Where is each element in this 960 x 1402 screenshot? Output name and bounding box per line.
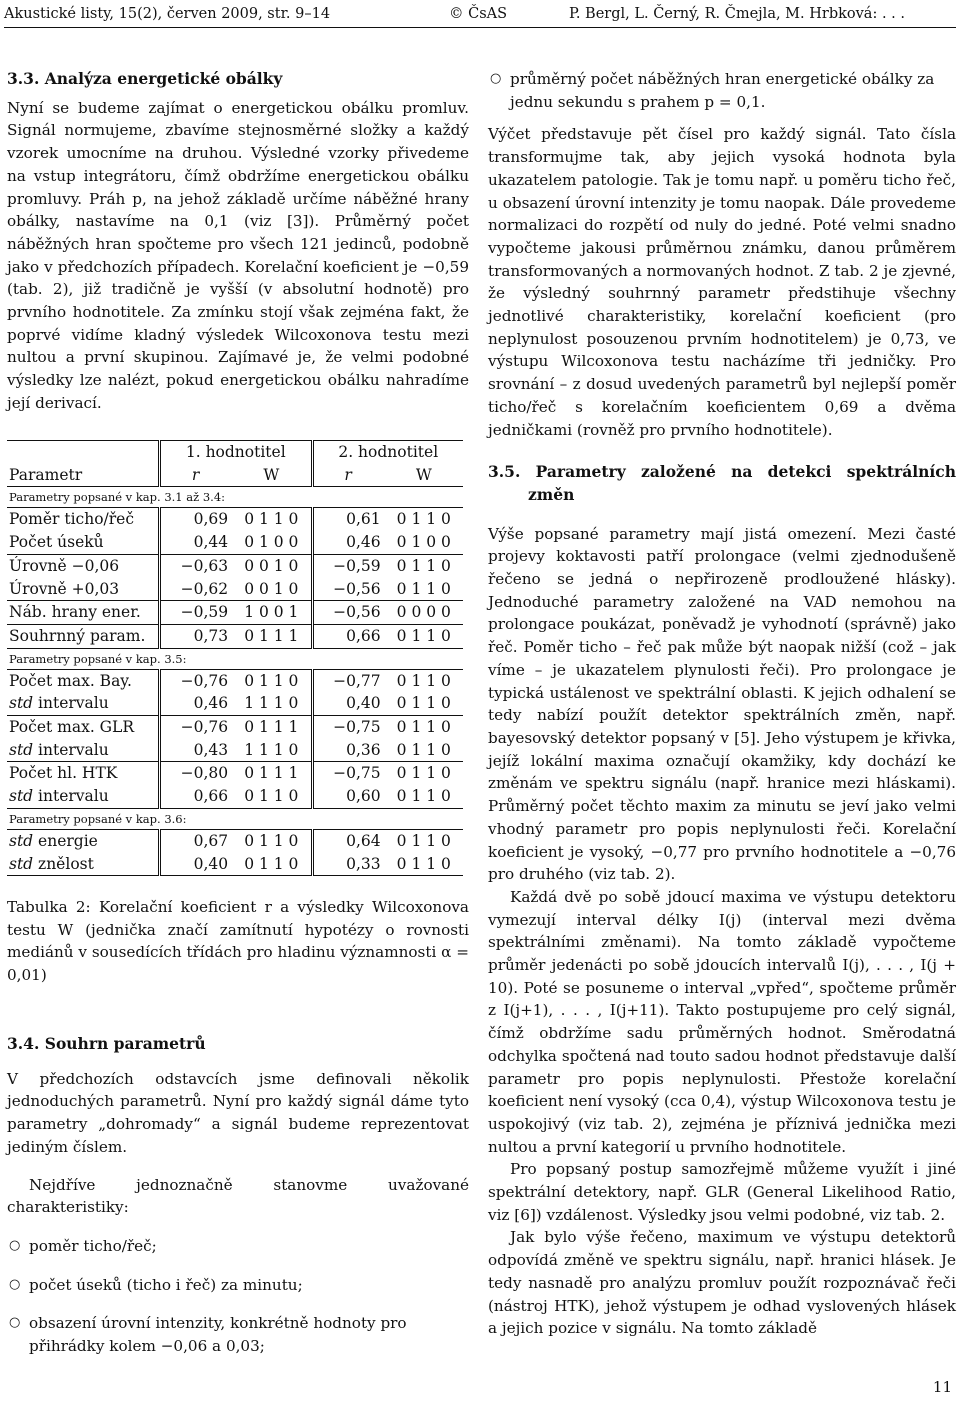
table-row [7, 739, 463, 762]
w-value-1: 1 1 1 0 [232, 692, 312, 715]
table-row [7, 853, 463, 876]
left-column [7, 68, 469, 415]
parameter-name: Počet hl. HTK [7, 762, 160, 785]
section-3-4-paragraph-1: V předchozích odstavcích jsme definovali několik jednoduchých parametrů. Nyní pro každý signál dáme tyto parametry „dohromady“ a signál budeme reprezentovat jediným číslem. [7, 1069, 469, 1156]
characteristics-list-continued [488, 68, 956, 113]
r-value-2: 0,40 [346, 694, 381, 713]
characteristics-list [7, 1235, 469, 1358]
table-2 [7, 440, 463, 876]
std-label: std [9, 694, 34, 713]
w-value-1: 0 1 1 0 [232, 785, 312, 808]
r-value-2: −0,56 [312, 601, 385, 625]
section-3-5-paragraph-2: Každá dvě po sobě jdoucí maxima ve výstupu detektoru vymezují interval délky I(j) (interval mezi dvěma spektrálními změnami). Na tomto základě vypočteme průměr jedenácti po sobě jdoucích intervalů I(j), . . . , I(j + 10). Poté se posuneme o interval „vpřed“, spočteme průměr z I(j+1), . . . , I(j+11). Takto postupujeme pro celý signál, čímž obdržíme sadu průměrných hodnot. Směrodatná odchylka spočtená nad touto sadou hodnot představuje další parametr pro popis neplynulosti. Přestože korelační koeficient není vysoký (cca 0,4), výstup Wilcoxonova testu je uspokojivý (viz tab. 2), zejména je příznivá jednička mezi nultou a první kategorií u prvního hodnotitele. [488, 887, 956, 1156]
r-value-2: −0,75 [312, 762, 385, 785]
header-cell: 2. hodnotitel [312, 441, 463, 464]
table-row [7, 508, 463, 531]
page-number: 11 [932, 1378, 952, 1396]
running-header [4, 4, 956, 28]
parameter-name: Úrovně −0,06 [7, 554, 160, 577]
table-row [7, 692, 463, 715]
section-3-4-title: 3.4. Souhrn parametrů [7, 1033, 206, 1053]
summary-paragraph: Výčet představuje pět čísel pro každý signál. Tato čísla transformujme tak, aby jejich vysoká hodnota byla ukazatelem patologie. Tak je tomu např. u poměru ticho řeč, u obsazení úrovní intenzity je tomu naopak. Dále provedeme normalizaci do rozpětí od nuly do jedné. Poté velmi snadno vypočteme jakousi průměrnou známku, danou průměrem transformovaných a normovaných hodnot. Z tab. 2 je zjevné, že výsledný souhrnný parametr předstihuje všechny jednotlivé charakteristiky, korelační koeficient (pro neplynulost posouzenou prvním hodnotitelem) je 0,73, ve výstupu Wilcoxonova testu nacházíme tři jedničky. Pro srovnání – z dosud uvedených parametrů byl nejlepší poměr ticho/řeč s korelačním koeficientem 0,69 a dvěma jedničkami (rovněž pro prvního hodnotitele). [488, 125, 956, 439]
w-value-2: 0 1 1 0 [385, 853, 463, 876]
w-value-2: 0 1 1 0 [396, 694, 451, 713]
header-cell [7, 441, 160, 464]
table-section-row [7, 808, 463, 829]
r-value-2: −0,56 [333, 579, 381, 598]
table-section-row [7, 648, 463, 669]
table-caption: Tabulka 2: Korelační koeficient r a výsledky Wilcoxonova testu W (jednička značí zamítnutí hypotézy o rovnosti mediánů v sousedících třídách pro hladinu významnosti α = 0,01) 3.4. Souhrn parametrů V předchozích odstavcích jsme definovali několik jednoduchých parametrů. Nyní pro každý signál dáme tyto parametry „dohromady“ a signál budeme reprezentovat jediným číslem. Nejdříve jednoznačně stanovme uvažované charakteristiky: ○ poměr ticho/řeč; ○ počet úseků (ticho i řeč) za minutu; ○ obsazení úrovní intenzity, konkrétně hodnoty pro přihrádky kolem −0,06 a 0,03; [7, 896, 469, 1358]
results-table [7, 440, 463, 876]
right-column [488, 68, 956, 1340]
section-3-3-title: 3.3. Analýza energetické obálky [7, 69, 283, 88]
list-item: ○ obsazení úrovní intenzity, konkrétně hodnoty pro přihrádky kolem −0,06 a 0,03; [7, 1312, 469, 1357]
table-row [7, 554, 463, 577]
section-3-5-paragraph-1: Výše popsané parametry mají jistá omezení. Mezi časté projevy koktavosti patří prolongace (velmi zjednodušeně řečeno se jedná o nepřirozeně prodloužené hlásky). Jednoduché parametry založené na VAD nemohou na prolongace poukázat, poněvadž je vyhodnotí (správně) jako řeč. Poměr ticho – řeč pak může být naopak nižší (což – jak víme – je ukazatelem plynulosti řeči). Pro prolongace je typická ustálenost ve spektrální oblasti. K jejich odhalení se tedy nabízí použít detektor spektrálních změn, např. bayesovský detektor popsaný v [5]. Jeho výstupem je křivka, jejíž lokální maxima označují okamžiky, kdy dochází ke změnám ve spektru signálu (např. hranice mezi hláskami). Průměrný počet těchto maxim za minutu se jeví jako velmi vhodný parametr pro popis neplynulosti řeči. Korelační koeficient je vysoký, −0,77 pro prvního hodnotitele a −0,76 pro druhého (viz tab. 2). [488, 524, 956, 884]
table-row [7, 669, 463, 692]
table-row [7, 716, 463, 739]
w-value-1: 0 0 1 0 [232, 554, 312, 577]
w-value-1: 1 0 0 1 [232, 601, 312, 625]
parameter-name: Počet max. Bay. [7, 669, 160, 692]
w-value-1: 0 1 1 1 [232, 624, 312, 648]
r-value-1: 0,43 [193, 740, 229, 759]
table-section-row [7, 487, 463, 508]
w-value-1: 0 1 1 1 [232, 716, 312, 739]
parameter-name: Počet úseků [7, 531, 160, 554]
std-label: std [9, 831, 34, 850]
w-value-2: 0 1 1 0 [385, 716, 463, 739]
r-value-1: 0,66 [160, 785, 233, 808]
w-value-2: 0 1 1 0 [385, 669, 463, 692]
r-value-2: 0,64 [312, 829, 385, 852]
w-value-1: 0 1 0 0 [232, 531, 312, 554]
header-cell: Parametr [7, 464, 160, 487]
table-header-row [7, 441, 463, 464]
w-value-1: 0 1 1 0 [232, 853, 312, 876]
w-value-2: 0 1 0 0 [396, 533, 451, 552]
r-value-1: 0,40 [160, 853, 233, 876]
r-value-2: 0,33 [312, 853, 385, 876]
list-item: ○ průměrný počet náběžných hran energetické obálky za jednu sekundu s prahem p = 0,1. [488, 68, 956, 113]
table-row [7, 762, 463, 785]
w-value-2: 0 1 1 0 [385, 762, 463, 785]
table-row [7, 601, 463, 625]
r-value-2: 0,66 [312, 624, 385, 648]
section-3-5-title: 3.5. Parametry založené na detekci spektrálních změn [488, 462, 956, 504]
header-cell: r [312, 464, 385, 487]
table-row [7, 785, 463, 808]
r-value-1: 0,44 [193, 533, 229, 552]
r-value-2: −0,77 [312, 669, 385, 692]
r-value-1: −0,63 [160, 554, 233, 577]
r-value-2: 0,61 [312, 508, 385, 531]
w-value-1: 1 1 1 0 [232, 739, 312, 762]
w-value-1: 0 1 1 1 [232, 762, 312, 785]
w-value-1: 0 1 1 0 [232, 508, 312, 531]
std-label: std [9, 854, 34, 873]
journal-info: Akustické listy, 15(2), červen 2009, str. 9–14 [4, 6, 331, 22]
r-value-2: 0,60 [312, 785, 385, 808]
parameter-name: Souhrnný param. [7, 624, 160, 648]
list-item: ○ poměr ticho/řeč; [7, 1235, 469, 1258]
copyright-notice: © ČsAS [449, 6, 508, 22]
parameter-name: Úrovně +0,03 [7, 578, 160, 601]
r-value-2: −0,59 [312, 554, 385, 577]
parameter-name: std znělost [7, 853, 160, 876]
r-value-1: −0,62 [180, 579, 229, 598]
r-value-1: 0,67 [160, 829, 233, 852]
parameter-name: Poměr ticho/řeč [7, 508, 160, 531]
section-3-3-text: Nyní se budeme zajímat o energetickou obálku promluv. Signál normujeme, zbavíme stejnosměrné složky a každý vzorek umocníme na druhou. Výsledné vzorky přivedeme na vstup integrátoru, čímž obdržíme energetickou obálku promluvy. Práh p, na jehož základě určíme náběžné hrany obálky, nastavíme na 0,1 (viz [3]). Průměrný počet náběžných hran spočteme pro všech 121 jedinců, podobně jako v předchozích případech. Korelační koeficient je −0,59 (tab. 2), již tradičně je vyšší (v absolutní hodnotě) pro prvního hodnotitele. Za zmínku stojí však zejména fakt, že poprvé vidíme kladný výsledek Wilcoxonova testu mezi nultou a první skupinou. Zajímavé je, že velmi podobné výsledky lze nalézt, pokud energetickou obálku nahradíme její derivací. [7, 98, 469, 412]
header-cell: W [385, 464, 463, 487]
w-value-1: 0 1 1 0 [232, 829, 312, 852]
r-value-2: 0,36 [346, 740, 381, 759]
table-row [7, 578, 463, 601]
w-value-2: 0 1 1 0 [396, 579, 451, 598]
r-value-1: 0,69 [160, 508, 233, 531]
table-header-row [7, 464, 463, 487]
header-cell: W [232, 464, 312, 487]
section-label: Parametry popsané v kap. 3.6: [7, 808, 463, 829]
authors: P. Bergl, L. Černý, R. Čmejla, M. Hrbková: . . . [569, 6, 905, 22]
w-value-1: 0 0 1 0 [232, 578, 312, 601]
std-label: std [9, 787, 34, 806]
table-row [7, 829, 463, 852]
r-value-1: −0,76 [160, 669, 233, 692]
w-value-2: 0 1 1 0 [396, 740, 451, 759]
r-value-1: −0,59 [160, 601, 233, 625]
w-value-2: 0 1 1 0 [385, 785, 463, 808]
r-value-2: −0,75 [312, 716, 385, 739]
w-value-2: 0 1 1 0 [385, 508, 463, 531]
r-value-1: −0,80 [160, 762, 233, 785]
list-item: ○ počet úseků (ticho i řeč) za minutu; [7, 1274, 469, 1297]
parameter-name: std intervalu [7, 739, 160, 762]
r-value-1: 0,46 [193, 694, 229, 713]
r-value-1: 0,73 [160, 624, 233, 648]
section-label: Parametry popsané v kap. 3.5: [7, 648, 463, 669]
r-value-2: 0,46 [346, 533, 381, 552]
header-cell: 1. hodnotitel [160, 441, 312, 464]
section-label: Parametry popsané v kap. 3.1 až 3.4: [9, 490, 226, 505]
section-3-5-paragraph-3: Pro popsaný postup samozřejmě můžeme využít i jiné spektrální detektory, např. GLR (General Likelihood Ratio, viz [6]) vzdálenost. Výsledky jsou velmi podobné, viz tab. 2. [488, 1160, 956, 1224]
w-value-2: 0 1 1 0 [385, 829, 463, 852]
parameter-name: std intervalu [7, 785, 160, 808]
w-value-1: 0 1 1 0 [232, 669, 312, 692]
section-3-5-paragraph-4: Jak bylo výše řečeno, maximum ve výstupu detektorů odpovídá změně ve spektru signálu, např. hranici hlásek. Je tedy nasnadě pro analýzu promluv použít rozpoznávač řeči (nástroj HTK), jehož výstupem je odhad vyslovených hlásek a jejich pozice v signálu. Na tomto základě [488, 1228, 956, 1338]
table-row [7, 624, 463, 648]
parameter-name: Počet max. GLR [7, 716, 160, 739]
parameter-name: std energie [7, 829, 160, 852]
r-value-1: −0,76 [160, 716, 233, 739]
header-cell: r [160, 464, 233, 487]
w-value-2: 0 0 0 0 [385, 601, 463, 625]
parameter-name: std intervalu [7, 692, 160, 715]
parameter-name: Náb. hrany ener. [7, 601, 160, 625]
w-value-2: 0 1 1 0 [385, 554, 463, 577]
section-3-4-paragraph-2: Nejdříve jednoznačně stanovme uvažované charakteristiky: [7, 1175, 469, 1217]
w-value-2: 0 1 1 0 [385, 624, 463, 648]
std-label: std [9, 740, 34, 759]
table-row [7, 531, 463, 554]
